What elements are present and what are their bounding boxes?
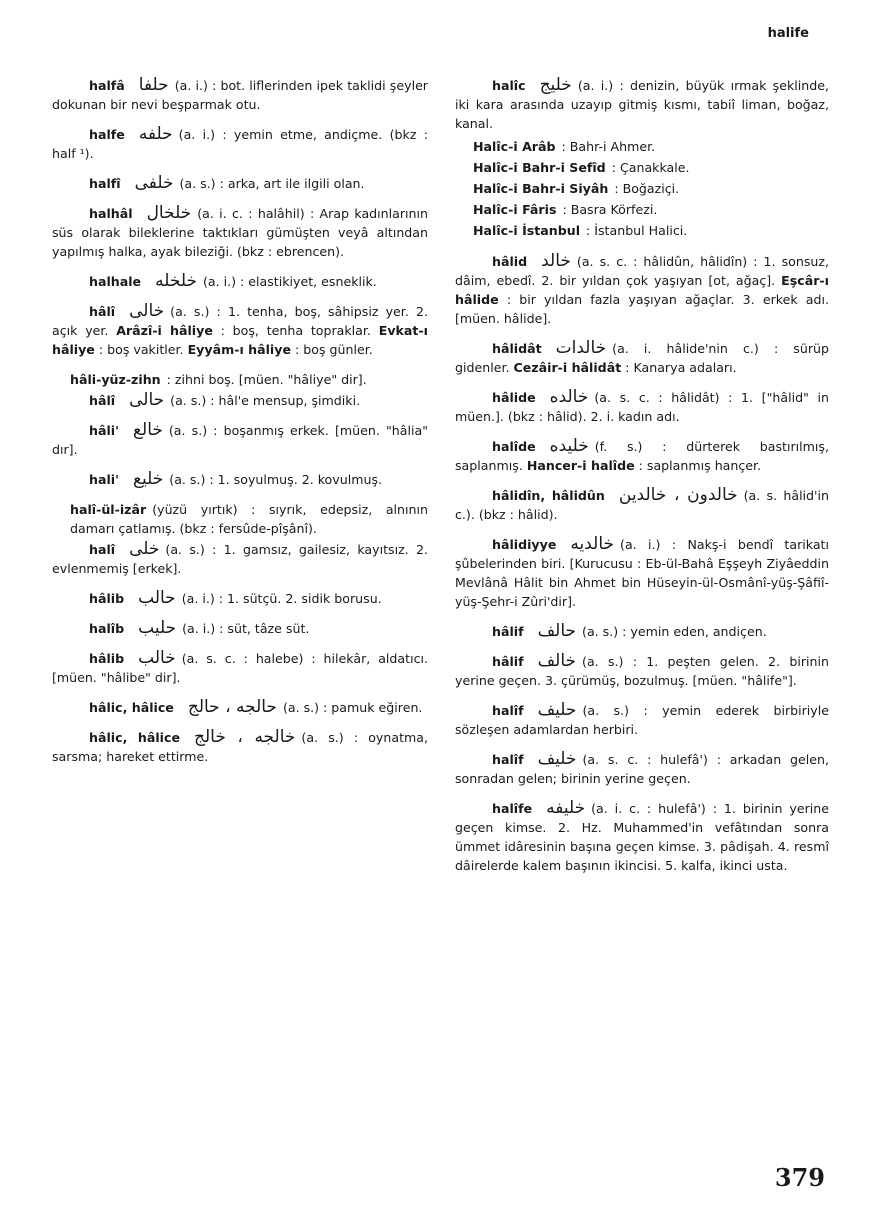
entry-definition: : Çanakkale. (611, 160, 690, 175)
entry-phrase: Eşcâr-ı hâlide (455, 273, 829, 307)
entry-headword: hâlib (89, 651, 125, 666)
entry-phrase-definition: : boş günler. (295, 342, 373, 357)
entry-headword: hâlidiyye (492, 537, 557, 552)
entry-arabic-script: حالی (129, 390, 165, 410)
entry-definition: (a. i. c. : hulefâ') : 1. birinin yerine geçen kimse. 2. Hz. Muhammed'in vefâtından sonra ümmet idâresinin başına geçen kimse. 3. pâdişah. 4. resmî dâirelerde kalem başının ikincisi. 5. kalfa, ikinci usta. (455, 801, 829, 873)
entry-definition: (a. i. c. : halâhil) : Arap kadınlarının süs olarak bileklerine taktıkları gümüşten veyâ altından yapılmış halka, ayak bileziği. (bkz : ebrencen). (52, 206, 428, 259)
right-column (455, 76, 829, 886)
entry-headword: halhâl (89, 206, 133, 221)
entry-definition: (a. i. hâlide'nin c.) : sürüp gidenler. (455, 341, 829, 375)
entry-definition: (a. i.) : Nakş-i bendî tarikatı şûbelerinden biri. [Kurucusu : Eb-ül-Bahâ Eşşeyh Ziyâeddin Mevlânâ Hâlit bin Ahmet bin Hüseyin-ül-Osmânî-yüş-Şâfiî-yüş-Şehr-i Zûri'dir]. (455, 537, 829, 609)
entry-arabic-script: حلیف (537, 700, 577, 720)
dictionary-entry (52, 302, 428, 359)
entry-arabic-script: خلی (129, 539, 160, 559)
entry-phrase-definition: : Kanarya adaları. (625, 360, 737, 375)
entry-phrase: Cezâir-i hâlidât (513, 360, 622, 375)
entry-headword: hâli-yüz-zihn (70, 372, 161, 387)
dictionary-entry (52, 370, 428, 389)
entry-definition: (a. i.) : 1. sütçü. 2. sidik borusu. (181, 591, 382, 606)
dictionary-entry (52, 619, 428, 638)
entry-definition: (a. s.) : 1. tenha, boş, sâhipsiz yer. 2. açık yer. (52, 304, 428, 338)
entry-headword: hâlide (492, 390, 536, 405)
entry-headword: halfî (89, 176, 121, 191)
entry-headword: hali' (89, 472, 119, 487)
dictionary-entry (455, 200, 829, 219)
entry-headword: hâlid (492, 254, 528, 269)
entry-arabic-script: خلخال (146, 203, 192, 223)
entry-arabic-script: خالع (132, 420, 163, 440)
entry-definition: (a. s. c. : hâlidûn, hâlidîn) : 1. sonsuz, dâim, ebedî. 2. bir yıldan çok yaşıyan [ot, ağaç]. (455, 254, 829, 288)
entry-headword: hâlic, hâlice (89, 700, 174, 715)
entry-definition: (a. s.) : boşanmış erkek. [müen. "hâlia" dır]. (52, 423, 428, 457)
dictionary-entry (455, 137, 829, 156)
dictionary-entry (52, 649, 428, 687)
entry-definition: (a. i.) : bot. liflerinden ipek taklidi şeyler dokunan bir nevi beşparmak otu. (52, 78, 428, 112)
entry-definition: (a. s. c. : hulefâ') : arkadan gelen, sonradan gelen; birinin yerine geçen. (455, 752, 829, 786)
entry-definition: (a. s.) : yemin eden, andiçen. (582, 624, 767, 639)
dictionary-entry (455, 437, 829, 475)
entry-definition: (a. s.) : yemin ederek birbiriyle sözleşen adamlardan herbiri. (455, 703, 829, 737)
entry-headword: halhale (89, 274, 142, 289)
entry-phrase: Eyyâm-ı hâliye (187, 342, 291, 357)
entry-definition: (a. i.) : denizin, büyük ırmak şeklinde, iki kara arasında uzayıp gitmiş kısmı, tabiî liman, boğaz, kanal. (455, 78, 829, 131)
page-number: 379 (774, 1163, 825, 1192)
dictionary-entry (52, 470, 428, 489)
entry-arabic-script: حالب (138, 588, 176, 608)
entry-headword: halîf (492, 703, 524, 718)
entry-definition: (a. s. c. : halebe) : hilekâr, aldatıcı. [müen. "hâlibe" dir]. (52, 651, 428, 685)
entry-phrase: Evkat-ı hâliye (52, 323, 428, 357)
dictionary-entry (52, 272, 428, 291)
entry-phrase-definition: : bir yıldan fazla yaşıyan ağaçlar. 3. erkek adı. [müen. hâlide]. (455, 292, 830, 326)
dictionary-entry (52, 421, 428, 459)
entry-definition: : Bahr-i Ahmer. (561, 139, 656, 154)
dictionary-entry (52, 174, 428, 193)
entry-phrase: Hancer-i halîde (526, 458, 635, 473)
entry-phrase-definition: : boş, tenha topraklar. (220, 323, 371, 338)
entry-definition: : zihni boş. [müen. "hâliye" dir]. (166, 372, 367, 387)
running-head: halife (767, 26, 809, 41)
entry-arabic-script: حالف (537, 621, 577, 641)
entry-headword: hâlidîn, hâlidûn (492, 488, 605, 503)
entry-headword: Halîc-i İstanbul (473, 223, 581, 238)
entry-definition: (a. s. c. : hâlidât) : 1. ["hâlid" in müen.]. (bkz : hâlid). 2. i. kadın adı. (455, 390, 829, 424)
left-column (52, 76, 428, 777)
entry-headword: Halîc-i Arâb (473, 139, 556, 154)
entry-headword: hâlî (89, 304, 116, 319)
dictionary-entry (455, 750, 829, 788)
entry-arabic-script: حلفه (138, 124, 173, 144)
dictionary-entry (455, 76, 829, 133)
entry-definition: (a. s.) : hâl'e mensup, şimdiki. (170, 393, 361, 408)
dictionary-entry (52, 589, 428, 608)
entry-definition: (a. i.) : süt, tâze süt. (182, 621, 310, 636)
entry-arabic-script: خلخله (155, 271, 197, 291)
entry-headword: Halîc-i Fâris (473, 202, 557, 217)
entry-arabic-script: خالی (129, 301, 165, 321)
entry-definition: (yüzü yırtık) : sıyrık, edepsiz, alnının damarı çatlamış. (bkz : fersûde-pîşânî). (70, 502, 428, 536)
dictionary-entry (455, 652, 829, 690)
entry-definition: (a. s.) : pamuk eğiren. (282, 700, 423, 715)
entry-headword: hâlî (89, 393, 116, 408)
entry-phrase-definition: : boş vakitler. (98, 342, 184, 357)
entry-arabic-script: حالجه ، حالج (187, 697, 277, 717)
dictionary-entry (455, 252, 829, 328)
entry-arabic-script: خلیف (537, 749, 577, 769)
entry-arabic-script: خلیع (132, 469, 164, 489)
entry-headword: halfe (89, 127, 125, 142)
entry-definition: (a. s.) : 1. gamsız, gailesiz, kayıtsız. 2. evlenmemiş [erkek]. (52, 542, 428, 576)
dictionary-entry (455, 622, 829, 641)
entry-definition: : Boğaziçi. (614, 181, 680, 196)
dictionary-entry (455, 535, 829, 611)
dictionary-entry (455, 486, 829, 524)
entry-definition: (a. s.) : arka, art ile ilgili olan. (179, 176, 365, 191)
entry-definition: (a. i.) : yemin etme, andiçme. (bkz : half ¹). (52, 127, 428, 161)
entry-phrase-definition: : saplanmış hançer. (638, 458, 762, 473)
dictionary-entry (455, 221, 829, 240)
entry-arabic-script: خلیفه (546, 798, 586, 818)
entry-headword: Halîc-i Bahr-i Sefîd (473, 160, 606, 175)
entry-definition: (a. s. hâlid'in c.). (bkz : hâlid). (455, 488, 829, 522)
dictionary-entry (52, 698, 428, 717)
entry-headword: halî (89, 542, 116, 557)
entry-headword: hâlif (492, 624, 524, 639)
entry-headword: halîb (89, 621, 125, 636)
entry-definition: (a. s.) : 1. peşten gelen. 2. birinin yerine geçen. 3. çürümüş, bozulmuş. [müen. "hâlife"]. (455, 654, 829, 688)
entry-definition: (a. s.) : 1. soyulmuş. 2. kovulmuş. (169, 472, 383, 487)
dictionary-entry (52, 500, 428, 538)
dictionary-entry (52, 540, 428, 578)
entry-definition: : İstanbul Halici. (586, 223, 688, 238)
entry-arabic-script: خلیده (549, 436, 589, 456)
dictionary-entry (52, 204, 428, 261)
entry-arabic-script: حلیب (138, 618, 177, 638)
entry-headword: Halîc-i Bahr-i Siyâh (473, 181, 609, 196)
entry-arabic-script: خالد (541, 251, 571, 271)
dictionary-entry (455, 388, 829, 426)
entry-arabic-script: خلیج (539, 75, 572, 95)
entry-arabic-script: حلفا (138, 75, 169, 95)
entry-headword: hâlib (89, 591, 125, 606)
entry-arabic-script: خالدات (555, 338, 607, 358)
dictionary-entry (455, 339, 829, 377)
entry-arabic-script: خالجه ، خالج (194, 727, 296, 747)
entry-arabic-script: خالف (537, 651, 577, 671)
dictionary-entry (455, 179, 829, 198)
entry-arabic-script: خالب (138, 648, 176, 668)
dictionary-entry (52, 125, 428, 163)
entry-definition: : Basra Körfezi. (562, 202, 658, 217)
entry-headword: hâli' (89, 423, 119, 438)
entry-headword: hâlic, hâlice (89, 730, 180, 745)
entry-phrase: Arâzî-i hâliye (116, 323, 213, 338)
dictionary-entry (52, 76, 428, 114)
entry-definition: (f. s.) : dürterek bastırılmış, saplanmış. (455, 439, 829, 473)
entry-headword: hâlidât (492, 341, 542, 356)
entry-arabic-script: خالدون ، خالدین (618, 485, 738, 505)
entry-headword: halîfe (492, 801, 533, 816)
entry-arabic-script: خالده (549, 387, 589, 407)
dictionary-entry (52, 391, 428, 410)
entry-headword: halîc (492, 78, 526, 93)
entry-headword: hâlif (492, 654, 524, 669)
dictionary-entry (455, 799, 829, 875)
entry-arabic-script: خلفی (134, 173, 174, 193)
entry-definition: (a. i.) : elastikiyet, esneklik. (202, 274, 377, 289)
entry-arabic-script: خالدیه (570, 534, 615, 554)
entry-headword: halîde (492, 439, 536, 454)
dictionary-entry (455, 158, 829, 177)
dictionary-entry (52, 728, 428, 766)
entry-definition: (a. s.) : oynatma, sarsma; hareket ettirme. (52, 730, 429, 764)
entry-headword: halîf (492, 752, 524, 767)
entry-headword: halfâ (89, 78, 125, 93)
dictionary-entry (455, 701, 829, 739)
entry-headword: halî-ül-izâr (70, 502, 147, 517)
